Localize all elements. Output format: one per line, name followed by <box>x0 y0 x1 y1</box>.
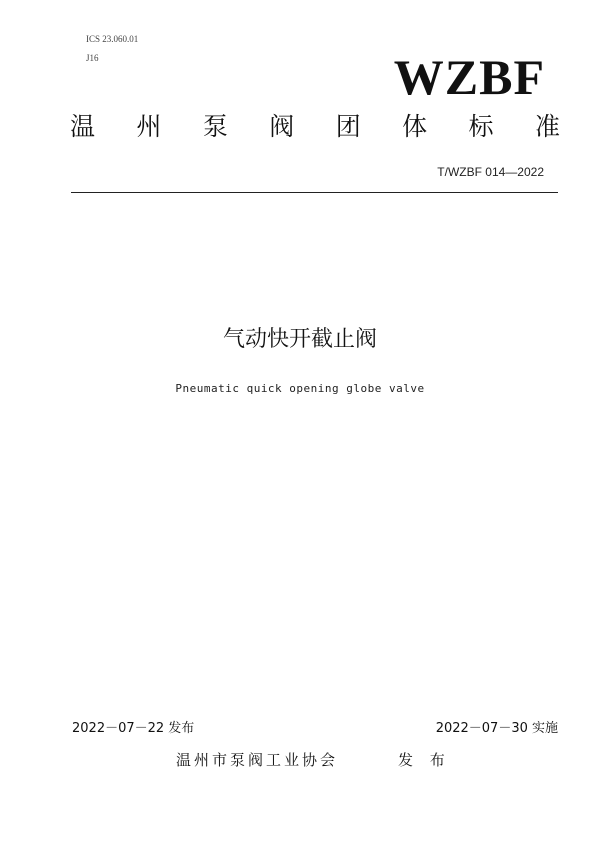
publish-label: 发 布 <box>398 751 451 769</box>
standard-type-char: 团 <box>335 112 361 141</box>
issue-date: 2022－07－22 发布 <box>72 721 195 736</box>
standard-type-heading <box>70 114 560 139</box>
ics-code: ICS 23.060.01 <box>86 34 139 44</box>
standard-type-char: 体 <box>402 112 428 141</box>
document-title-english: Pneumatic quick opening globe valve <box>175 382 425 395</box>
standard-type-char: 标 <box>468 112 494 141</box>
standard-type-char: 温 <box>70 112 96 141</box>
implementation-date: 2022－07－30 实施 <box>435 721 558 736</box>
ccs-code: J16 <box>86 53 99 63</box>
standard-type-char: 州 <box>136 112 162 141</box>
standard-type-char: 泵 <box>202 112 228 141</box>
header-divider <box>71 192 558 193</box>
standard-type-char: 准 <box>534 112 560 141</box>
document-title-chinese: 气动快开截止阀 <box>222 327 377 352</box>
standard-number: T/WZBF 014—2022 <box>437 165 544 179</box>
publisher-name: 温州市泵阀工业协会 <box>176 751 339 769</box>
standard-type-char: 阀 <box>269 112 295 141</box>
wzbf-logo: WZBF <box>393 49 545 105</box>
